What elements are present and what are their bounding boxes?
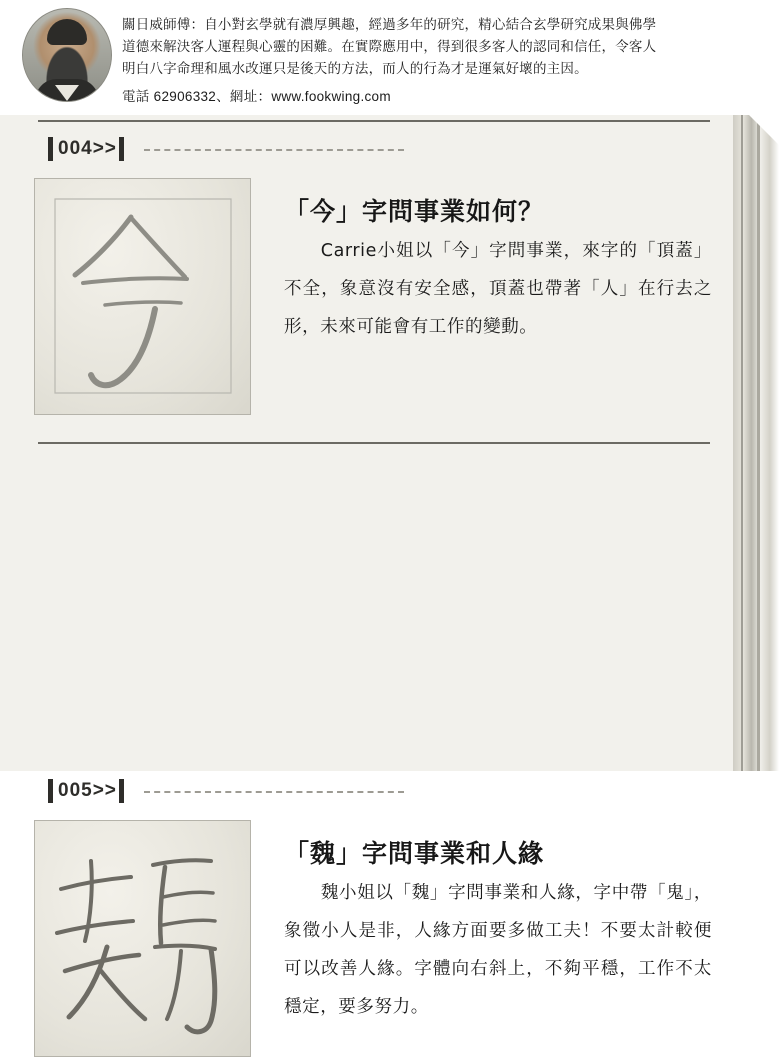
calligraphy-strokes-wei xyxy=(35,821,250,1056)
article-entry xyxy=(26,120,720,440)
entry-dashed-rule xyxy=(144,791,404,793)
entry-body xyxy=(284,874,712,1026)
bio-line-2: 道德來解決客人運程與心靈的困難。在實際應用中，得到很多客人的認同和信任，令客人 xyxy=(122,39,657,54)
entry-body-text: Carrie小姐以「今」字問事業，來字的「頂蓋」不全，象意沒有安全感，頂蓋也帶著「人」在行去之形，未來可能會有工作的變動。 xyxy=(284,241,712,337)
article-content xyxy=(26,120,720,1017)
entry-title: 「魏」字問事業和人緣 xyxy=(284,839,545,868)
tag-bar-right xyxy=(119,779,124,803)
entry-number: 004>> xyxy=(58,138,117,159)
calligraphy-strokes-jin xyxy=(35,179,250,414)
entry-number: 005>> xyxy=(58,780,117,801)
bio-line-3: 明白八字命理和風水改運只是後天的方法，而人的行為才是運氣好壞的主因。 xyxy=(122,61,588,76)
page-edge-line-1 xyxy=(741,115,743,771)
article-entry xyxy=(26,440,720,1017)
entry-number-tag xyxy=(48,137,124,161)
page-edge-line-2 xyxy=(757,115,760,771)
author-bio xyxy=(122,14,762,108)
tag-bar-right xyxy=(119,137,124,161)
calligraphy-image xyxy=(34,178,251,415)
page-corner-fold xyxy=(749,115,779,145)
bio-line-1: 關日威師傅：自小對玄學就有濃厚興趣，經過多年的研究，精心結合玄學研究成果與佛學 xyxy=(122,17,657,32)
entry-body-text: 魏小姐以「魏」字問事業和人緣，字中帶「鬼」，象徵小人是非，人緣方面要多做工夫！不要太計較便可以改善人緣。字體向右斜上，不夠平穩，工作不太穩定，要多努力。 xyxy=(284,883,712,1017)
entry-body xyxy=(284,232,712,346)
entry-number-tag xyxy=(48,779,124,803)
author-header xyxy=(0,0,779,115)
author-avatar xyxy=(22,8,112,102)
author-contact: 電話 62906332、網址：www.fookwing.com xyxy=(122,89,391,104)
entry-title: 「今」字問事業如何？ xyxy=(284,197,545,226)
entry-dashed-rule xyxy=(144,149,404,151)
calligraphy-image xyxy=(34,820,251,1057)
page-edge-decoration xyxy=(733,115,779,771)
